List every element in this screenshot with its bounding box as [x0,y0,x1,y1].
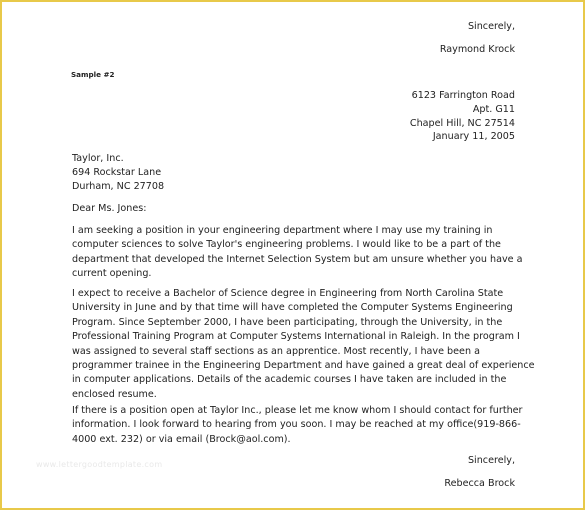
paragraph-line: computer sciences to solve Taylor's engineering problems. I would like to be a part of the [72,239,501,251]
paragraph-line: I expect to receive a Bachelor of Science degree in Engineering from North Carolina State [72,288,504,299]
bottom-signature: Rebecca Brock [444,478,515,489]
letter-date: January 11, 2005 [432,131,515,142]
recipient-company: Taylor, Inc. [72,153,124,164]
paragraph-line: department that developed the Internet Selection System but am unsure whether you have a [72,253,523,265]
paragraph-line: University in June and by that time will have completed the Computer Systems Engineering [72,302,513,314]
paragraph-line: Professional Training Program at Computer Systems International in Raleigh. In the program I [72,331,520,343]
recipient-city: Durham, NC 27708 [72,181,165,192]
paragraph-line: current opening. [72,268,152,280]
paragraph-line: If there is a position open at Taylor Inc., please let me know whom I should contact for further [72,405,523,416]
body-paragraph-3 [72,404,522,447]
paragraph-line: programmer trainee in the Engineering Department and have gained a great deal of experience [72,360,535,372]
top-signature: Raymond Krock [439,44,515,55]
sender-street: 6123 Farrington Road [411,90,515,101]
paragraph-line: was assigned to several staff sections as an apprentice. Most recently, I have been a [72,345,480,357]
paragraph-line: information. I look forward to hearing from you soon. I may be reached at my office(919-866- [72,419,521,431]
paragraph-line: Program. Since September 2000, I have been participating, through the University, in the [72,316,503,328]
paragraph-line: enclosed resume. [72,388,157,400]
bottom-closing: Sincerely, [467,455,515,466]
sample-label: Sample #2 [71,70,115,79]
top-closing: Sincerely, [467,21,515,32]
watermark: www.lettergoodtemplate.com [36,460,163,469]
paragraph-line: in computer applications. Details of the academic courses I have taken are included in the [72,374,507,386]
salutation: Dear Ms. Jones: [72,203,147,214]
body-paragraph-1 [72,224,522,282]
body-paragraph-2 [72,287,535,402]
recipient-street: 694 Rockstar Lane [72,167,162,178]
paragraph-line: I am seeking a position in your engineering department where I may use my training in [72,225,493,236]
sender-city: Chapel Hill, NC 27514 [409,118,515,129]
paragraph-line: 4000 ext. 232) or via email (Brock@aol.com). [72,433,291,445]
sender-apt: Apt. G11 [472,104,515,115]
